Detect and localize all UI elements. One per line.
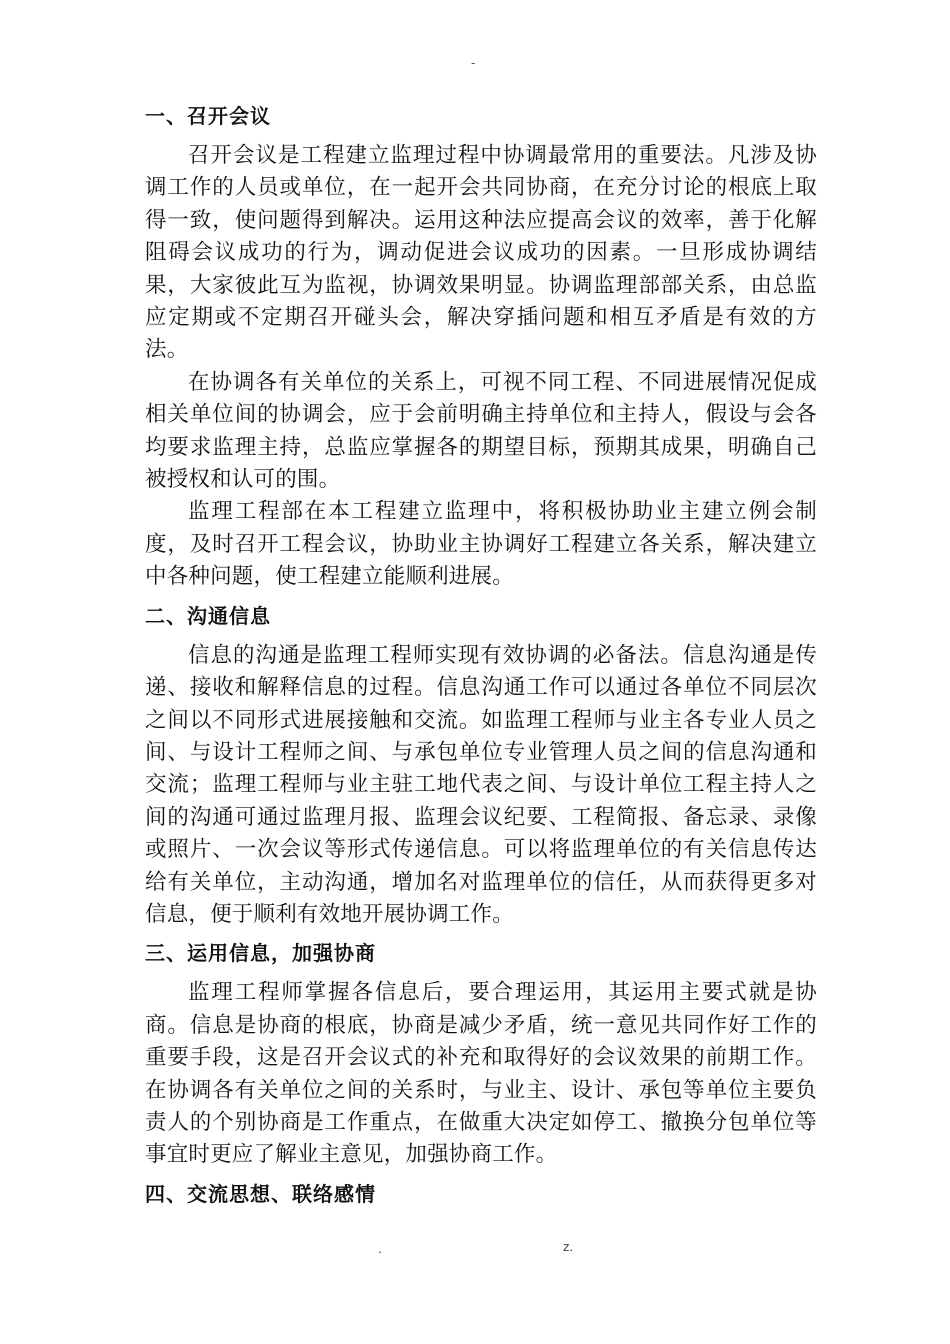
section-heading-2: 二、沟通信息 xyxy=(145,603,271,628)
paragraph: 召开会议是工程建立监理过程中协调最常用的重要法。凡涉及协调工作的人员或单位，在一起开会共同协商，在充分讨论的根底上取得一致，使问题得到解决。运用这种法应提高会议的效率，善于化解阻碍会议成功的行为，调动促进会议成功的因素。一旦形成协调结果，大家彼此互为监视，协调效果明显。协调监理部部关系，由总监应定期或不定期召开碰头会，解决穿插问题和相互矛盾是有效的方法。 xyxy=(145,143,817,363)
paragraph: 在协调各有关单位的关系上，可视不同工程、不同进展情况促成相关单位间的协调会，应于会前明确主持单位和主持人，假设与会各均要求监理主持，总监应掌握各的期望目标，预期其成果，明确自己被授权和认可的围。 xyxy=(145,369,817,493)
document-body xyxy=(145,101,817,1218)
section-heading-4: 四、交流思想、联络感情 xyxy=(145,1181,376,1206)
footer-right-mark: z. xyxy=(563,1240,574,1254)
footer-left-mark: . xyxy=(378,1242,382,1256)
paragraph: 信息的沟通是监理工程师实现有效协调的必备法。信息沟通是传递、接收和解释信息的过程。信息沟通工作可以通过各单位不同层次之间以不同形式进展接触和交流。如监理工程师与业主各专业人员之间、与设计工程师之间、与承包单位专业管理人员之间的信息沟通和交流；监理工程师与业主驻工地代表之间、与设计单位工程主持人之间的沟通可通过监理月报、监理会议纪要、工程简报、备忘录、录像或照片、一次会议等形式传递信息。可以将监理单位的有关信息传达给有关单位，主动沟通，增加名对监理单位的信任，从而获得更多对信息，便于顺利有效地开展协调工作。 xyxy=(145,642,817,927)
header-mark: - xyxy=(471,56,476,70)
paragraph: 监理工程部在本工程建立监理中，将积极协助业主建立例会制度，及时召开工程会议，协助业主协调好工程建立各关系，解决建立中各种问题，使工程建立能顺利进展。 xyxy=(145,499,817,590)
section-heading-3: 三、运用信息，加强协商 xyxy=(145,941,376,966)
section-heading-1: 一、召开会议 xyxy=(145,104,271,128)
paragraph: 监理工程师掌握各信息后，要合理运用，其运用主要式就是协商。信息是协商的根底，协商是减少矛盾，统一意见共同作好工作的重要手段，这是召开会议式的补充和取得好的会议效果的前期工作。在协调各有关单位之间的关系时，与业主、设计、承包等单位主要负责人的个别协商是工作重点，在做重大决定如停工、撤换分包单位等事宜时更应了解业主意见，加强协商工作。 xyxy=(145,980,817,1168)
